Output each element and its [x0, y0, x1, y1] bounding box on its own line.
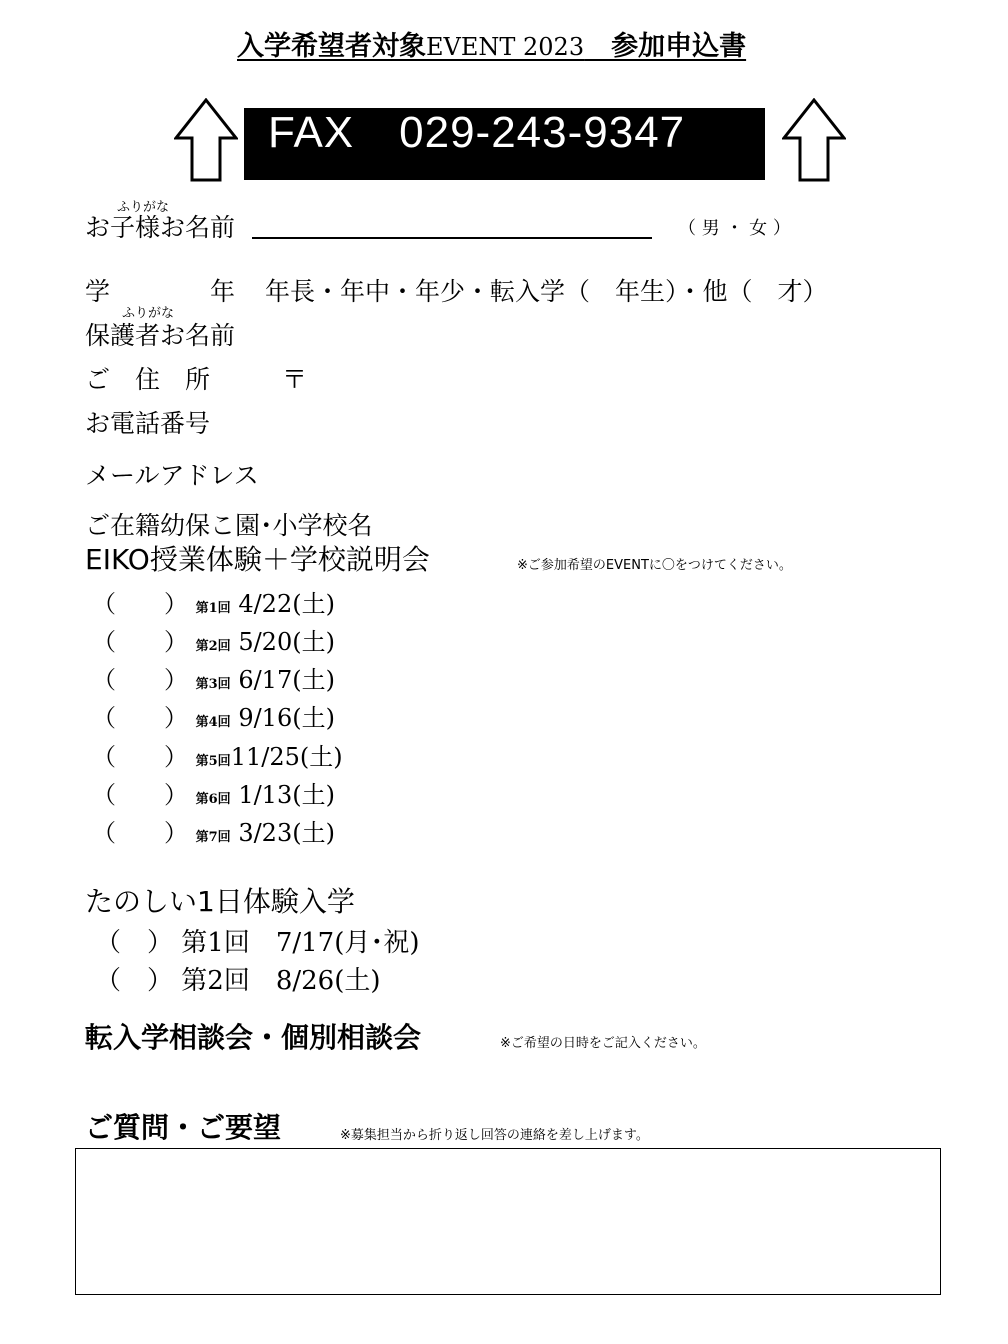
- trial-session-label: 第1回 7/17(月･祝): [181, 928, 420, 958]
- session-number: 第1回: [195, 601, 231, 616]
- session-checkbox[interactable]: （ ）: [92, 704, 188, 732]
- eiko-session-row[interactable]: [92, 737, 343, 772]
- title-part-ja: 入学希望者対象: [237, 31, 426, 62]
- session-checkbox[interactable]: （ ）: [92, 628, 188, 656]
- session-date: 6/17(土): [238, 666, 335, 694]
- address-label: ご 住 所: [85, 365, 211, 394]
- eiko-session-row[interactable]: [92, 660, 335, 695]
- trial-session-label: 第2回 8/26(土): [181, 966, 381, 996]
- session-date: 1/13(土): [238, 781, 335, 809]
- transfer-heading: 転入学相談会・個別相談会: [85, 1021, 422, 1054]
- title-part-form: 参加申込書: [584, 31, 747, 62]
- title-part-event: EVENT 2023: [426, 33, 585, 61]
- trial-session-row[interactable]: [95, 922, 420, 959]
- session-checkbox[interactable]: （ ）: [92, 590, 188, 618]
- session-date: 5/20(土): [238, 628, 335, 656]
- email-label: メールアドレス: [85, 461, 259, 490]
- fax-number-banner: FAX 029-243-9347: [244, 108, 765, 180]
- child-name-label: お子様お名前: [85, 213, 236, 242]
- transfer-note: ※ご希望の日時をご記入ください。: [500, 1036, 706, 1051]
- grade-label-a: 学: [85, 277, 111, 306]
- eiko-session-row[interactable]: [92, 584, 335, 619]
- session-date: 11/25(土): [230, 743, 343, 771]
- session-number: 第4回: [195, 715, 231, 730]
- questions-textarea[interactable]: [75, 1148, 941, 1295]
- session-number: 第5回: [195, 754, 231, 769]
- session-number: 第3回: [195, 677, 231, 692]
- guardian-name-label: 保護者お名前: [85, 321, 236, 350]
- eiko-session-row[interactable]: [92, 813, 335, 848]
- up-arrow-icon: [174, 98, 238, 182]
- postal-mark: 〒: [282, 365, 308, 394]
- child-name-ruby: ふりがな: [117, 200, 170, 215]
- session-checkbox[interactable]: （ ）: [92, 666, 188, 694]
- form-title: [237, 24, 746, 63]
- questions-heading: ご質問・ご要望: [85, 1111, 282, 1144]
- eiko-session-row[interactable]: [92, 698, 335, 733]
- session-checkbox[interactable]: （ ）: [95, 928, 174, 958]
- eiko-session-row[interactable]: [92, 622, 335, 657]
- child-name-field[interactable]: [252, 212, 652, 239]
- eiko-session-row[interactable]: [92, 775, 335, 810]
- school-name-label: ご在籍幼保こ園･小学校名: [85, 511, 373, 540]
- session-date: 4/22(土): [238, 590, 335, 618]
- session-date: 9/16(土): [238, 704, 335, 732]
- session-checkbox[interactable]: （ ）: [95, 966, 174, 996]
- session-checkbox[interactable]: （ ）: [92, 743, 188, 771]
- eiko-note: ※ご参加希望のEVENTに〇をつけてください。: [517, 558, 792, 573]
- questions-note: ※募集担当から折り返し回答の連絡を差し上げます。: [340, 1128, 649, 1143]
- session-checkbox[interactable]: （ ）: [92, 781, 188, 809]
- phone-label: お電話番号: [85, 409, 211, 438]
- eiko-heading: EIKO授業体験＋学校説明会: [85, 543, 430, 576]
- grade-options[interactable]: 年長・年中・年少・転入学（ 年生）・他（ 才）: [265, 277, 828, 306]
- session-checkbox[interactable]: （ ）: [92, 819, 188, 847]
- guardian-name-ruby: ふりがな: [122, 306, 175, 321]
- session-number: 第2回: [195, 639, 231, 654]
- trial-heading: たのしい1日体験入学: [85, 885, 355, 918]
- trial-session-row[interactable]: [95, 960, 381, 997]
- session-number: 第7回: [195, 830, 231, 845]
- session-number: 第6回: [195, 792, 231, 807]
- session-date: 3/23(土): [238, 819, 335, 847]
- up-arrow-icon: [782, 98, 846, 182]
- grade-label-b: 年: [210, 277, 236, 306]
- gender-select[interactable]: （ 男 ・ 女 ）: [678, 218, 791, 239]
